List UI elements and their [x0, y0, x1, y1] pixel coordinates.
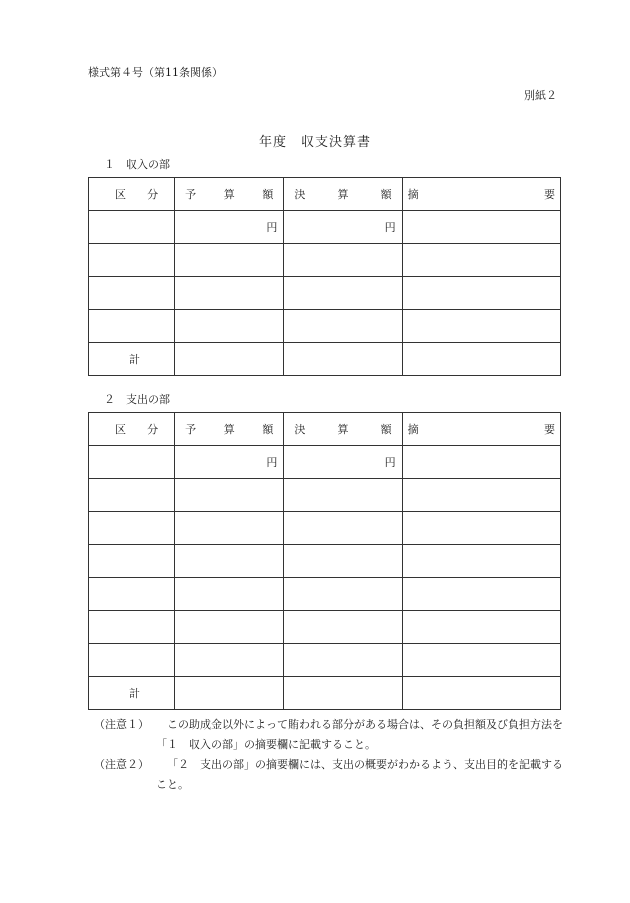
note-label: （注意２）: [94, 758, 149, 771]
header-budget-char: 算: [223, 423, 235, 436]
expense-total-settlement-cell[interactable]: [284, 677, 402, 710]
yen-unit: 円: [266, 456, 278, 469]
header-settlement-char: 算: [337, 423, 349, 436]
expense-budget-cell[interactable]: [175, 446, 284, 479]
header-budget-char: 算: [223, 188, 235, 201]
income-total-row: [89, 343, 561, 376]
notes-section: [94, 715, 564, 795]
header-budget-char: 額: [262, 423, 274, 436]
income-settlement-cell[interactable]: [284, 310, 402, 343]
income-total-budget-cell[interactable]: [175, 343, 284, 376]
income-budget-cell[interactable]: [175, 244, 284, 277]
expense-total-row: [89, 677, 561, 710]
expense-table: [88, 412, 561, 710]
expense-summary-cell[interactable]: [402, 644, 560, 677]
income-budget-cell[interactable]: [175, 310, 284, 343]
expense-category-cell[interactable]: [89, 611, 175, 644]
header-budget: [175, 413, 284, 446]
document-title: 年度 収支決算書: [258, 135, 371, 150]
expense-section-heading: ２ 支出の部: [104, 393, 170, 406]
income-section-heading: １ 収入の部: [104, 158, 170, 171]
expense-category-cell[interactable]: [89, 578, 175, 611]
expense-settlement-cell[interactable]: [284, 644, 402, 677]
expense-budget-cell[interactable]: [175, 512, 284, 545]
expense-total-summary-cell[interactable]: [402, 677, 560, 710]
expense-budget-cell[interactable]: [175, 578, 284, 611]
income-row: [89, 211, 561, 244]
header-category-char: 分: [147, 188, 159, 201]
note-text: 「２ 支出の部」の摘要欄には、支出の概要がわかるよう、支出目的を記載すること。: [156, 758, 563, 791]
income-summary-cell[interactable]: [402, 310, 560, 343]
expense-row: [89, 644, 561, 677]
header-settlement: [284, 178, 402, 211]
expense-budget-cell[interactable]: [175, 479, 284, 512]
income-summary-cell[interactable]: [402, 244, 560, 277]
expense-header-row: [89, 413, 561, 446]
income-total-summary-cell[interactable]: [402, 343, 560, 376]
expense-settlement-cell[interactable]: [284, 479, 402, 512]
yen-unit: 円: [384, 456, 396, 469]
expense-budget-cell[interactable]: [175, 611, 284, 644]
income-budget-cell[interactable]: [175, 277, 284, 310]
income-row: [89, 244, 561, 277]
income-category-cell[interactable]: [89, 310, 175, 343]
expense-budget-cell[interactable]: [175, 545, 284, 578]
header-budget-char: 予: [185, 188, 197, 201]
expense-settlement-cell[interactable]: [284, 545, 402, 578]
expense-settlement-cell[interactable]: [284, 446, 402, 479]
note-item: [94, 715, 564, 755]
income-total-settlement-cell[interactable]: [284, 343, 402, 376]
income-budget-cell[interactable]: [175, 211, 284, 244]
header-summary: [402, 413, 560, 446]
header-summary-char: 摘: [407, 188, 419, 201]
expense-summary-cell[interactable]: [402, 479, 560, 512]
income-total-label: 計: [89, 343, 175, 376]
expense-total-budget-cell[interactable]: [175, 677, 284, 710]
header-category-char: 分: [147, 423, 159, 436]
form-number: 様式第４号（第11条関係）: [88, 66, 223, 79]
expense-summary-cell[interactable]: [402, 611, 560, 644]
expense-category-cell[interactable]: [89, 545, 175, 578]
expense-category-cell[interactable]: [89, 446, 175, 479]
expense-row: [89, 611, 561, 644]
income-category-cell[interactable]: [89, 277, 175, 310]
expense-settlement-cell[interactable]: [284, 512, 402, 545]
income-row: [89, 310, 561, 343]
header-budget-char: 額: [262, 188, 274, 201]
header-settlement: [284, 413, 402, 446]
note-text: この助成金以外によって賄われる部分がある場合は、その負担額及び負担方法を「１ 収入の部」の摘要欄に記載すること。: [156, 718, 563, 751]
income-summary-cell[interactable]: [402, 211, 560, 244]
income-settlement-cell[interactable]: [284, 244, 402, 277]
expense-budget-cell[interactable]: [175, 644, 284, 677]
header-settlement-char: 額: [380, 423, 392, 436]
header-category: [89, 178, 175, 211]
income-row: [89, 277, 561, 310]
expense-row: [89, 479, 561, 512]
expense-row: [89, 446, 561, 479]
attachment-label: 別紙２: [524, 89, 557, 102]
expense-row: [89, 512, 561, 545]
header-budget-char: 予: [185, 423, 197, 436]
header-settlement-char: 額: [380, 188, 392, 201]
note-item: [94, 755, 564, 795]
header-summary-char: 要: [544, 423, 555, 436]
header-settlement-char: 決: [294, 188, 306, 201]
expense-summary-cell[interactable]: [402, 446, 560, 479]
header-category: [89, 413, 175, 446]
expense-category-cell[interactable]: [89, 644, 175, 677]
note-label: （注意１）: [94, 718, 149, 731]
expense-row: [89, 545, 561, 578]
expense-settlement-cell[interactable]: [284, 611, 402, 644]
header-category-char: 区: [115, 188, 126, 201]
header-summary: [402, 178, 560, 211]
income-settlement-cell[interactable]: [284, 211, 402, 244]
expense-row: [89, 578, 561, 611]
expense-summary-cell[interactable]: [402, 578, 560, 611]
yen-unit: 円: [384, 221, 396, 234]
expense-category-cell[interactable]: [89, 479, 175, 512]
expense-settlement-cell[interactable]: [284, 578, 402, 611]
header-summary-char: 要: [544, 188, 555, 201]
expense-summary-cell[interactable]: [402, 545, 560, 578]
expense-summary-cell[interactable]: [402, 512, 560, 545]
income-category-cell[interactable]: [89, 244, 175, 277]
header-settlement-char: 決: [294, 423, 306, 436]
income-category-cell[interactable]: [89, 211, 175, 244]
income-table: [88, 177, 561, 376]
header-summary-char: 摘: [407, 423, 419, 436]
income-summary-cell[interactable]: [402, 277, 560, 310]
income-header-row: [89, 178, 561, 211]
expense-total-label: 計: [89, 677, 175, 710]
expense-category-cell[interactable]: [89, 512, 175, 545]
header-category-char: 区: [115, 423, 126, 436]
income-settlement-cell[interactable]: [284, 277, 402, 310]
yen-unit: 円: [266, 221, 278, 234]
header-budget: [175, 178, 284, 211]
header-settlement-char: 算: [337, 188, 349, 201]
